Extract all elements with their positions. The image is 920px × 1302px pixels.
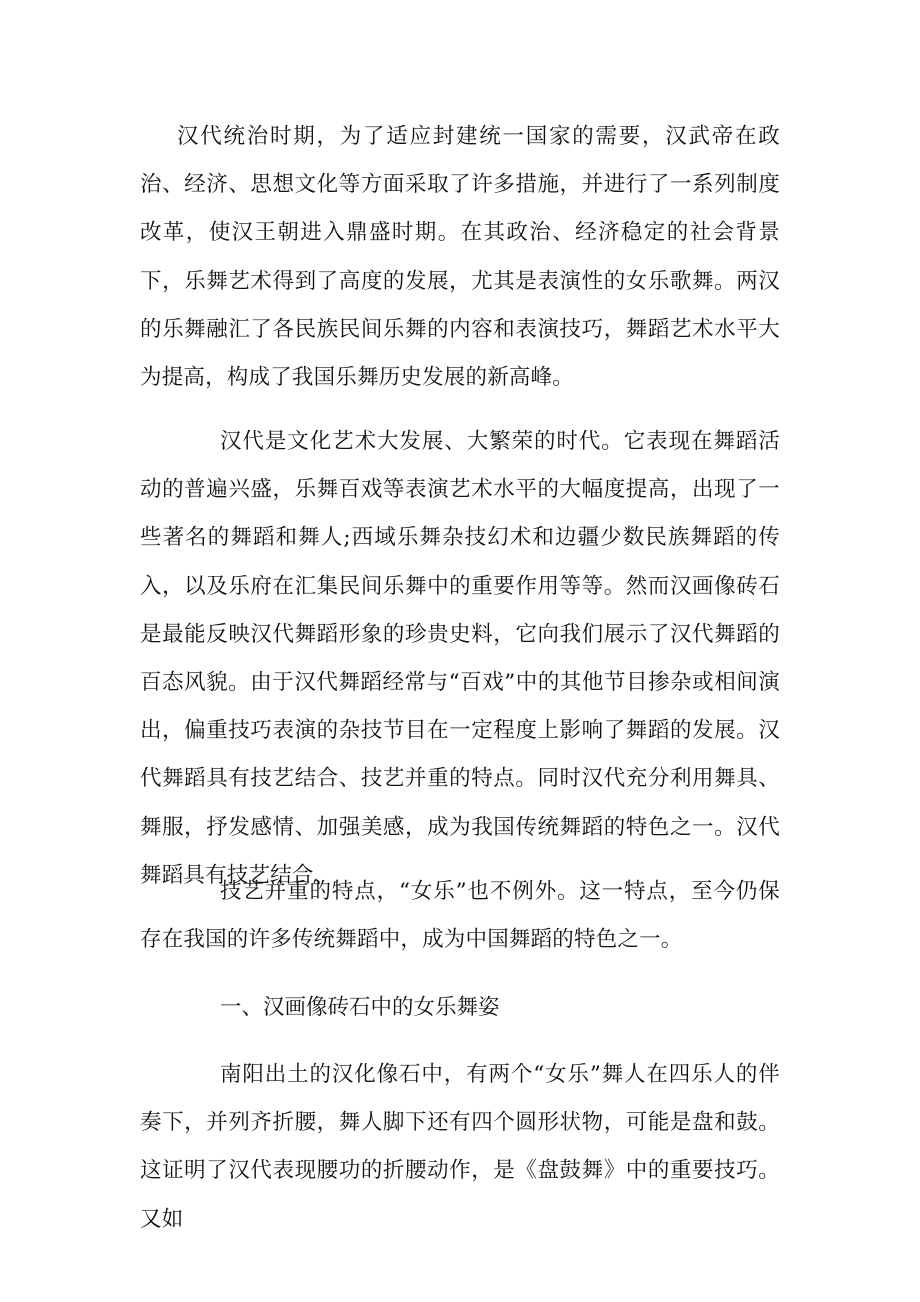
paragraph-han-culture: 汉代是文化艺术大发展、大繁荣的时代。它表现在舞蹈活动的普遍兴盛，乐舞百戏等表演艺术水平的大幅度提高，出现了一些著名的舞蹈和舞人;西域乐舞杂技幻术和边疆少数民族舞蹈的传入，以及乐府在汇集民间乐舞中的重要作用等等。然而汉画像砖石是最能反映汉代舞蹈形象的珍贵史料，它向我们展示了汉代舞蹈的百态风貌。由于汉代舞蹈经常与“百戏”中的其他节目掺杂或相间演出，偏重技巧表演的杂技节目在一定程度上影响了舞蹈的发展。汉代舞蹈具有技艺结合、技艺并重的特点。同时汉代充分利用舞具、舞服，抒发感情、加强美感，成为我国传统舞蹈的特色之一。汉代舞蹈具有技艺结合、 <box>140 429 780 888</box>
paragraph-continuation: 技艺并重的特点，“女乐”也不例外。这一特点，至今仍保存在我国的许多传统舞蹈中，成为中国舞蹈的特色之一。 <box>140 879 780 953</box>
paragraph-nanyang: 南阳出土的汉化像石中，有两个“女乐”舞人在四乐人的伴奏下，并列齐折腰，舞人脚下还有四个圆形状物，可能是盘和鼓。这证明了汉代表现腰功的折腰动作，是《盘鼓舞》中的重要技巧。又如 <box>140 1062 780 1232</box>
section-heading: 一、汉画像砖石中的女乐舞姿 <box>220 995 500 1020</box>
paragraph-intro: 汉代统治时期，为了适应封建统一国家的需要，汉武帝在政治、经济、思想文化等方面采取了许多措施，并进行了一系列制度改革，使汉王朝进入鼎盛时期。在其政治、经济稳定的社会背景下，乐舞艺术得到了高度的发展，尤其是表演性的女乐歌舞。两汉的乐舞融汇了各民族民间乐舞的内容和表演技巧，舞蹈艺术水平大为提高，构成了我国乐舞历史发展的新高峰。 <box>140 124 780 391</box>
